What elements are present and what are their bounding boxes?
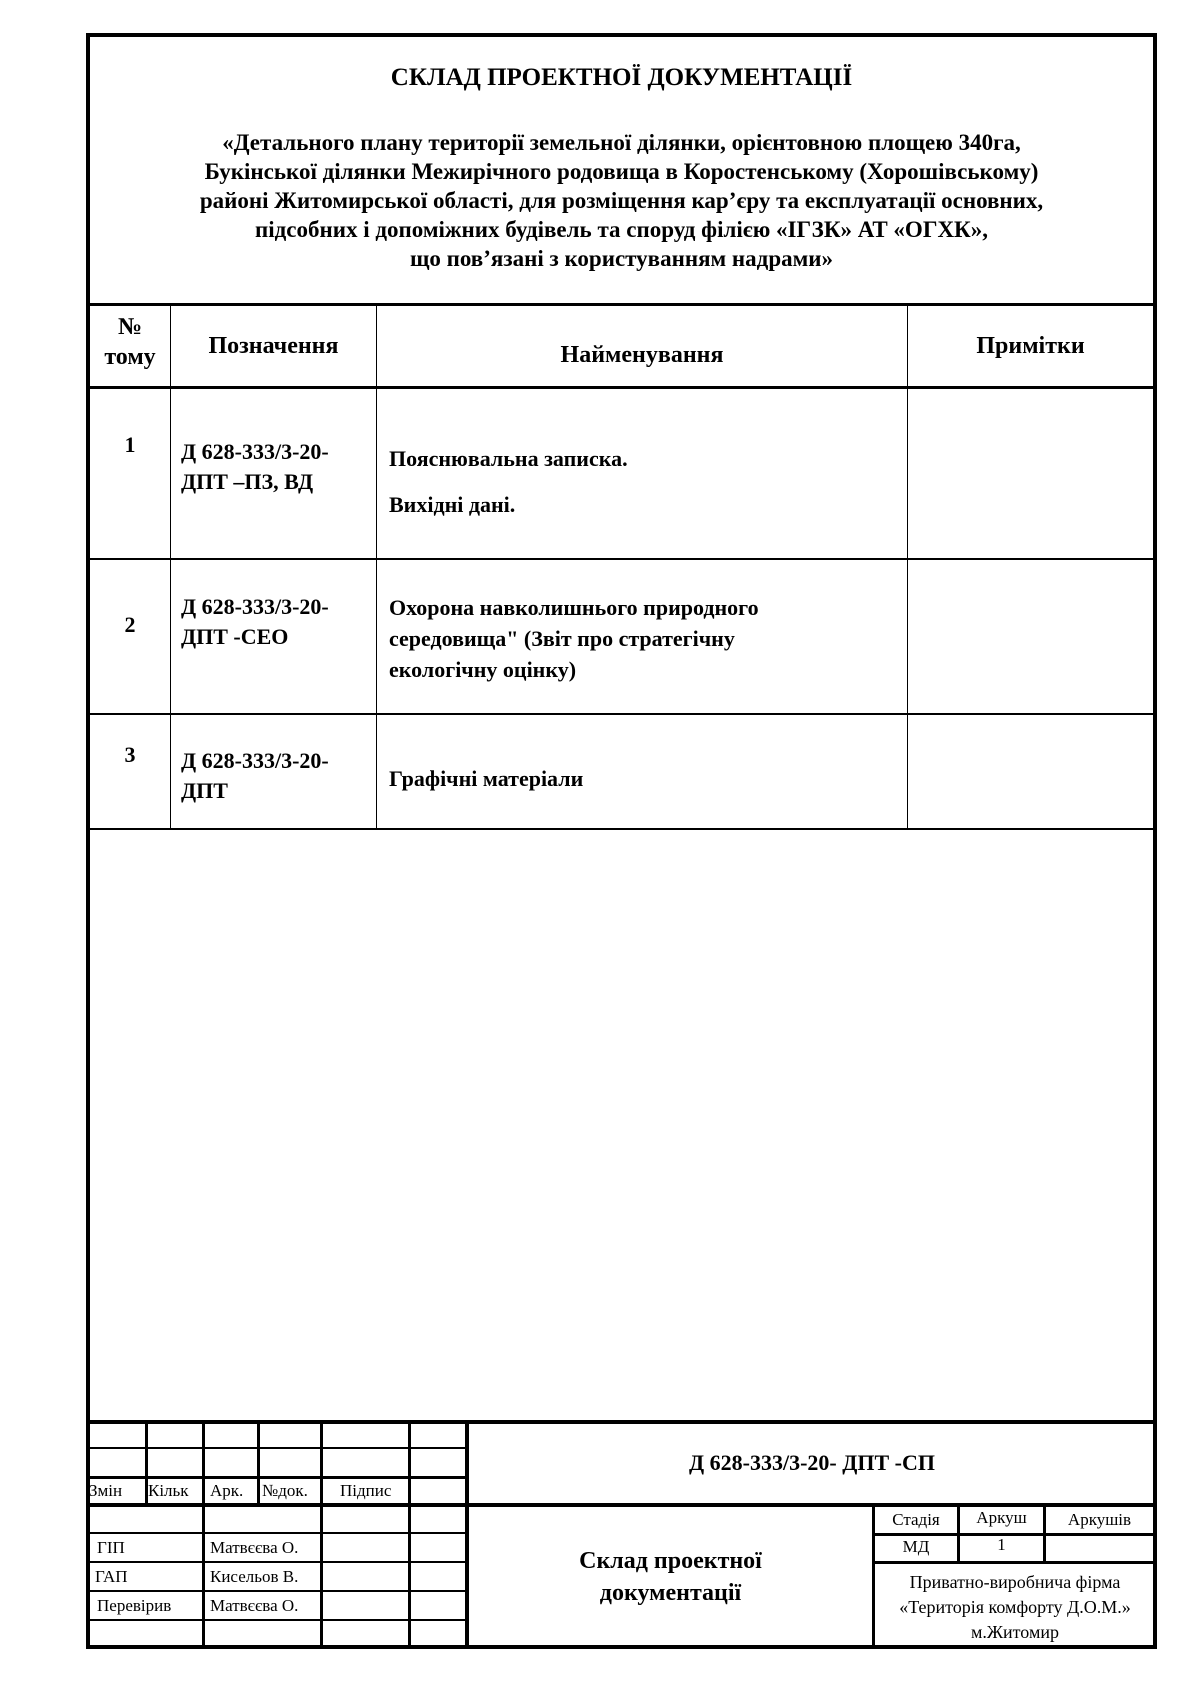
subtitle-line: що пов’язані з користуванням надрами» <box>409 246 834 271</box>
col-divider <box>376 304 377 829</box>
col-divider <box>907 304 908 829</box>
row-divider <box>88 558 1155 560</box>
label-qty: Кільк <box>148 1481 189 1500</box>
staff-role: ГІП <box>97 1538 125 1557</box>
sheets-label: Аркушів <box>1067 1510 1132 1529</box>
page-title: СКЛАД ПРОЕКТНОЇ ДОКУМЕНТАЦІЇ <box>390 64 853 91</box>
company-line: «Територія комфорту Д.О.М.» <box>899 1597 1131 1617</box>
header-volume <box>90 312 170 372</box>
stage-value: МД <box>902 1537 930 1556</box>
tb-col <box>202 1422 205 1648</box>
header-name: Найменування <box>560 342 724 368</box>
stage-label: Стадія <box>892 1510 940 1529</box>
header-notes: Примітки <box>976 333 1085 359</box>
table-row-2-name <box>389 592 759 685</box>
table-header-border <box>88 386 1155 389</box>
label-change: Змін <box>89 1481 123 1500</box>
name-line: Вихідні дані. <box>389 492 516 517</box>
sheet-value: 1 <box>997 1535 1006 1554</box>
designation-line: Д 628-333/3-20- <box>181 594 329 619</box>
staff-role: Перевірив <box>97 1596 172 1615</box>
page-frame <box>86 33 1157 1649</box>
subtitle-line: «Детального плану території земельної ділянки, орієнтовною площею 340га, <box>222 130 1021 155</box>
sheet-title-line: документації <box>599 1580 742 1606</box>
title-block-sheet-title <box>469 1545 872 1609</box>
staff-name: Матвєєва О. <box>210 1538 299 1557</box>
document-subtitle <box>90 128 1153 273</box>
row-divider <box>88 828 1155 830</box>
staff-role: ГАП <box>95 1567 128 1586</box>
designation-line: ДПТ <box>181 778 228 803</box>
table-row-2-volume: 2 <box>124 612 136 637</box>
designation-line: Д 628-333/3-20- <box>181 439 329 464</box>
table-row-1-name <box>389 436 628 528</box>
company-info <box>875 1570 1155 1646</box>
row-divider <box>88 713 1155 715</box>
table-row-1-volume: 1 <box>124 432 136 457</box>
stage-row-divider <box>873 1561 1155 1564</box>
table-top-border <box>88 303 1155 306</box>
name-line: екологічну оцінку) <box>389 657 577 682</box>
header-designation: Позначення <box>208 333 339 359</box>
code-bottom-border <box>467 1503 1155 1507</box>
label-sheet: Арк. <box>210 1481 244 1500</box>
staff-name: Матвєєва О. <box>210 1596 299 1615</box>
subtitle-line: Букінської ділянки Межирічного родовища в Коростенському (Хорошівському) <box>204 159 1039 184</box>
subtitle-line: підсобних і допоміжних будівель та споруд філією «ІГЗК» АТ «ОГХК», <box>254 217 988 242</box>
name-line: Охорона навколишнього природного <box>389 595 759 620</box>
company-line: Приватно-виробнича фірма <box>909 1572 1121 1592</box>
header-volume-line2: тому <box>104 344 156 370</box>
tb-col <box>320 1422 323 1648</box>
label-doc-no: №док. <box>262 1481 308 1500</box>
title-block-doc-code: Д 628-333/3-20- ДПТ -СП <box>689 1450 935 1475</box>
company-line: м.Житомир <box>971 1622 1059 1642</box>
designation-line: Д 628-333/3-20- <box>181 748 329 773</box>
col-divider <box>170 304 171 829</box>
table-row-2-designation <box>181 592 329 652</box>
sheet-label: Аркуш <box>976 1508 1027 1527</box>
tb-col <box>257 1422 260 1505</box>
header-volume-line1: № <box>117 314 143 340</box>
name-line: Графічні матеріали <box>389 766 584 791</box>
staff-name: Кисельов В. <box>210 1567 299 1586</box>
tb-col <box>408 1422 411 1648</box>
table-row-1-designation <box>181 437 329 497</box>
designation-line: ДПТ -СЕО <box>181 624 289 649</box>
designation-line: ДПТ –ПЗ, ВД <box>181 469 314 494</box>
title-block-top-border <box>88 1420 1155 1424</box>
table-row-3-name <box>389 764 583 794</box>
subtitle-line: районі Житомирської області, для розміщення кар’єру та експлуатації основних, <box>199 188 1044 213</box>
name-line: середовища" (Звіт про стратегічну <box>389 626 735 651</box>
label-signature: Підпис <box>340 1481 392 1500</box>
table-row-3-volume: 3 <box>124 742 136 767</box>
sheet-title-line: Склад проектної <box>579 1548 762 1574</box>
name-line: Пояснювальна записка. <box>389 446 628 471</box>
table-row-3-designation <box>181 746 329 806</box>
